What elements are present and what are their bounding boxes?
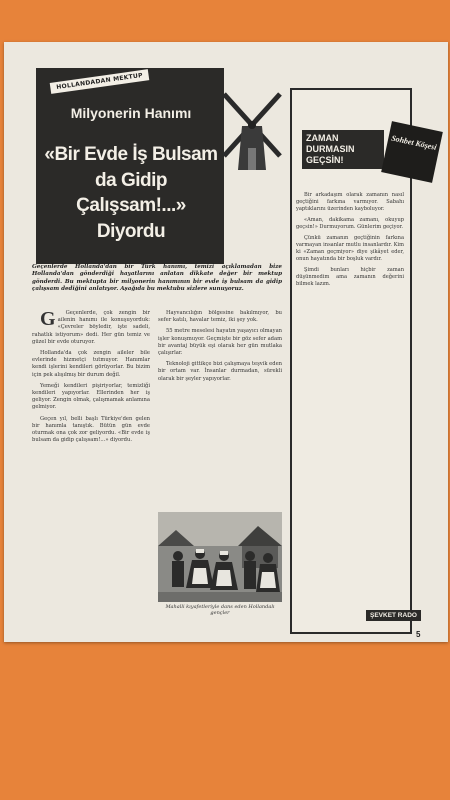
headline-line1: Milyonerin Hanımı	[70, 105, 192, 121]
paragraph: Yemeği kendileri pişiriyorlar, temizliği kendileri yapıyorlar. Ellerinden her iş geliyor. Zengin olmak, çalışmamak anlamına gelmiyor.	[32, 382, 150, 411]
dancers-photo	[158, 512, 282, 602]
paragraph: Şimdi bunları hiçbir zaman düşünmedim ama zamanın değerini bilmek lazım.	[296, 267, 404, 287]
intro-text: Geçenlerde Hollanda'dan bir Türk hanımı, temizi açıklamadan bize Hollanda'dan gönderdiği hayatlarını anlatan dikkate değer bir mektup gönderdi. Bu mektupta bir milyonerin hanımının bir evde iş bulsam da gidip çalışsam dediğini anlatıyor. Aşağıda bu mektubu sizlere sunuyoruz.	[32, 264, 282, 293]
headline-box	[36, 68, 224, 264]
sidebar-text	[296, 192, 404, 622]
paragraph: 55 metre meselesi hayatın yaşayıcı olmayan işler konuşmuyor. Geçmişte bir göz sefer adam bir avantaj büyük eşi olarak her gün mutlaka çalışırlar.	[158, 328, 282, 357]
paragraph: Geçen yıl, belli başlı Türkiye'den gelen bir hanımla tanıştık. Bütün gün evde oturmak ona çok zor geliyordu. «Bir evde iş bulsam da gidip çalışsam!...» diyordu.	[32, 415, 150, 444]
page-number: 5	[416, 630, 421, 639]
magazine-page	[4, 42, 448, 642]
paragraph: Hollanda'da çok zengin aileler bile evlerinde hizmetçi tutmuyor. Hanımlar kendi işlerini kendileri görüyorlar. Bu bizim için pek alışılmış bir durum değil.	[32, 350, 150, 378]
sidebar-title: ZAMAN DURMASIN GEÇSİN!	[302, 130, 384, 169]
article-column-2	[158, 310, 282, 510]
paragraph: Bir arkadaşım olarak zamanın nasıl geçtiğini farkına varmıyor. Sabahı yaptıklarını üzerinden kayboluyor.	[296, 192, 404, 212]
paragraph: Çünkü zamanın geçtiğinin farkına varmayan insanlar mutlu insanlardır. Kim ki «Zaman geçmiyor» diye şikâyet eder, onun hayatında bir boşluk vardır.	[296, 235, 404, 262]
paragraph: Geçenlerde, çok zengin bir ailenin hanımı ile konuşuyorduk: «Çevreler böyledir, işte sadeli, rahatlık istiyorum» dedi. Her gün temiz ve güzel bir evde oturuyor.	[32, 310, 150, 345]
drop-cap: G	[40, 310, 56, 330]
article-column-1	[32, 310, 150, 630]
paragraph: Teknoloji gittikçe bizi çalışmaya teşvik eden bir ortam var. İnsanlar durmadan, sürekli olarak bir şeyler yapıyorlar.	[158, 361, 282, 382]
sohbet-kosesi-badge: Sohbet Köşesi	[381, 121, 443, 183]
paragraph: «Aman, dakikama zamanı, okuyup geçsin!» Durmuyorum. Günlerim geçiyor.	[296, 217, 404, 230]
photo-caption: Mahalli kıyafetleriyle dans eden Hollandalı gençler	[165, 604, 275, 616]
paragraph: Hayvancılığın bölgesine bakılmıyor, bu sefer katılı, havalar temiz, iki şey yok.	[158, 310, 282, 324]
kicker-label: HOLLANDADAN MEKTUP	[50, 69, 150, 94]
windmill-illustration	[218, 86, 286, 176]
author-byline: ŞEVKET RADO	[366, 610, 421, 621]
headline-line2: «Bir Evde İş Bulsam da Gidip Çalışsam!...» Diyordu	[44, 144, 218, 242]
